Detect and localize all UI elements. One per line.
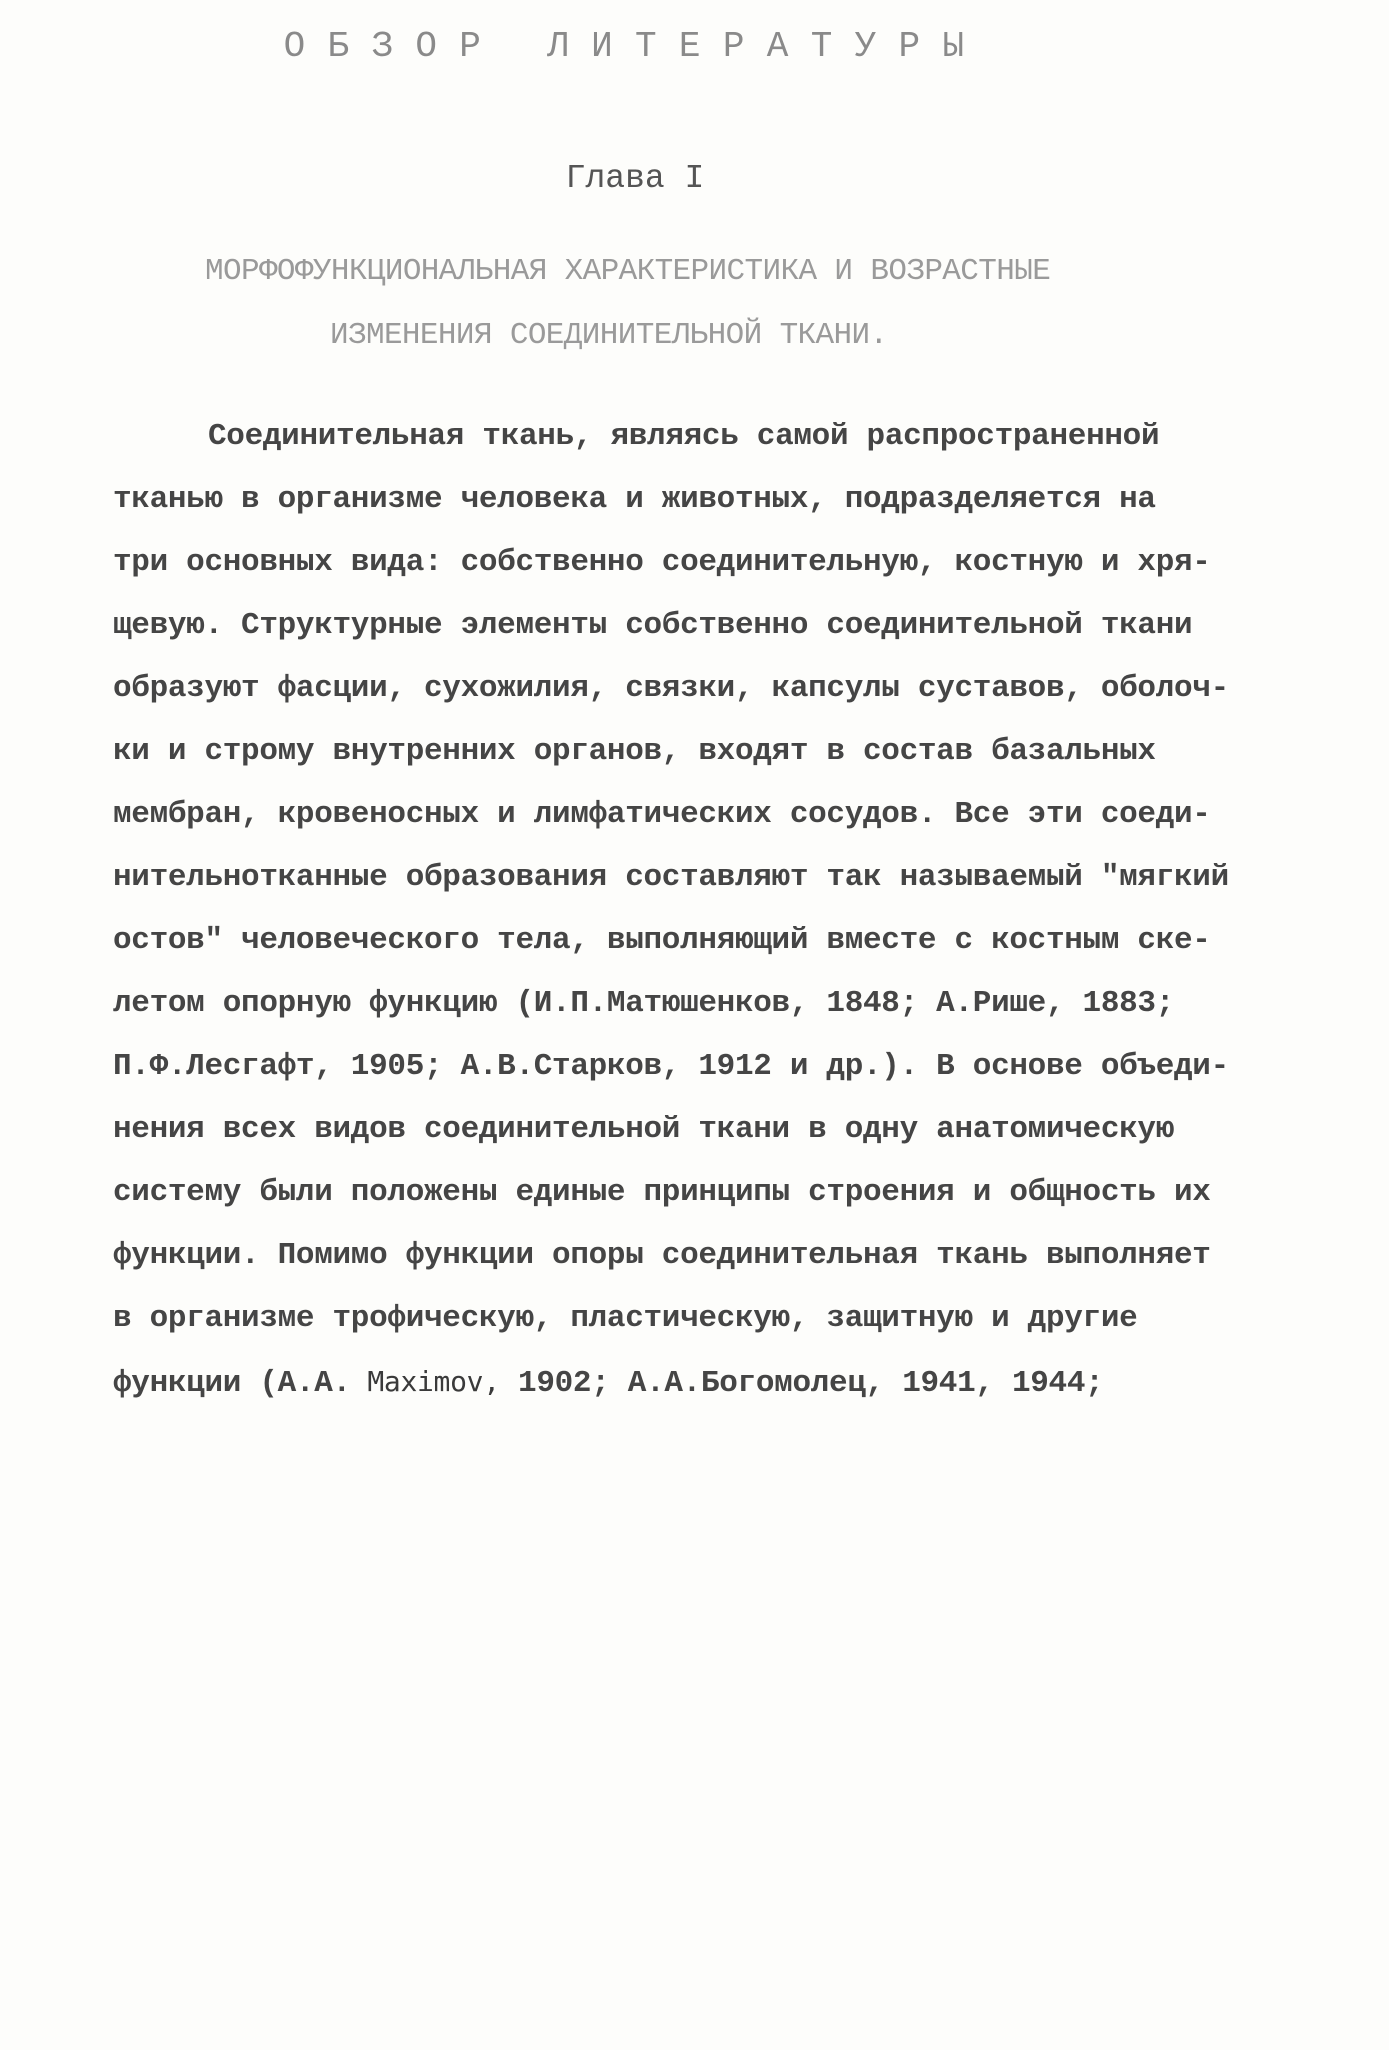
text-line: П.Ф.Лесгафт, 1905; А.В.Старков, 1912 и др.). В основе объеди-	[113, 1049, 1229, 1084]
chapter-heading-line-1: МОРФОФУНКЦИОНАЛЬНАЯ ХАРАКТЕРИСТИКА И ВОЗРАСТНЫЕ	[205, 254, 1051, 289]
text-line: функции. Помимо функции опоры соединительная ткань выполняет	[113, 1238, 1211, 1273]
text-line: мембран, кровеносных и лимфатических сосудов. Все эти соеди-	[113, 797, 1211, 832]
text-line: в организме трофическую, пластическую, защитную и другие	[113, 1301, 1138, 1336]
body-text	[113, 405, 1273, 1413]
chapter-heading-line-2: ИЗМЕНЕНИЯ СОЕДИНИТЕЛЬНОЙ ТКАНИ.	[330, 318, 888, 353]
section-title: ОБЗОР ЛИТЕРАТУРЫ	[283, 26, 987, 67]
last-line-part-2: 1902; А.А.Богомолец, 1941, 1944;	[499, 1366, 1104, 1401]
text-line: нительнотканные образования составляют так называемый "мягкий	[113, 860, 1229, 895]
latin-author-name: Maximov,	[350, 1365, 500, 1398]
text-line-last	[113, 1350, 1273, 1413]
text-line: щевую. Структурные элементы собственно соединительной ткани	[113, 608, 1193, 643]
last-line-part-1: функции (А.А.	[113, 1366, 351, 1401]
text-line: Соединительная ткань, являясь самой распространенной	[208, 419, 1160, 454]
text-line: ки и строму внутренних органов, входят в состав базальных	[113, 734, 1156, 769]
text-line: систему были положены единые принципы строения и общность их	[113, 1175, 1211, 1210]
text-line: летом опорную функцию (И.П.Матюшенков, 1848; А.Рише, 1883;	[113, 986, 1174, 1021]
text-line: тканью в организме человека и животных, подразделяется на	[113, 482, 1156, 517]
chapter-title: Глава I	[565, 160, 705, 197]
text-line: три основных вида: собственно соединительную, костную и хря-	[113, 545, 1211, 580]
text-line: остов" человеческого тела, выполняющий вместе с костным ске-	[113, 923, 1211, 958]
text-line: образуют фасции, сухожилия, связки, капсулы суставов, оболоч-	[113, 671, 1229, 706]
text-line: нения всех видов соединительной ткани в одну анатомическую	[113, 1112, 1174, 1147]
